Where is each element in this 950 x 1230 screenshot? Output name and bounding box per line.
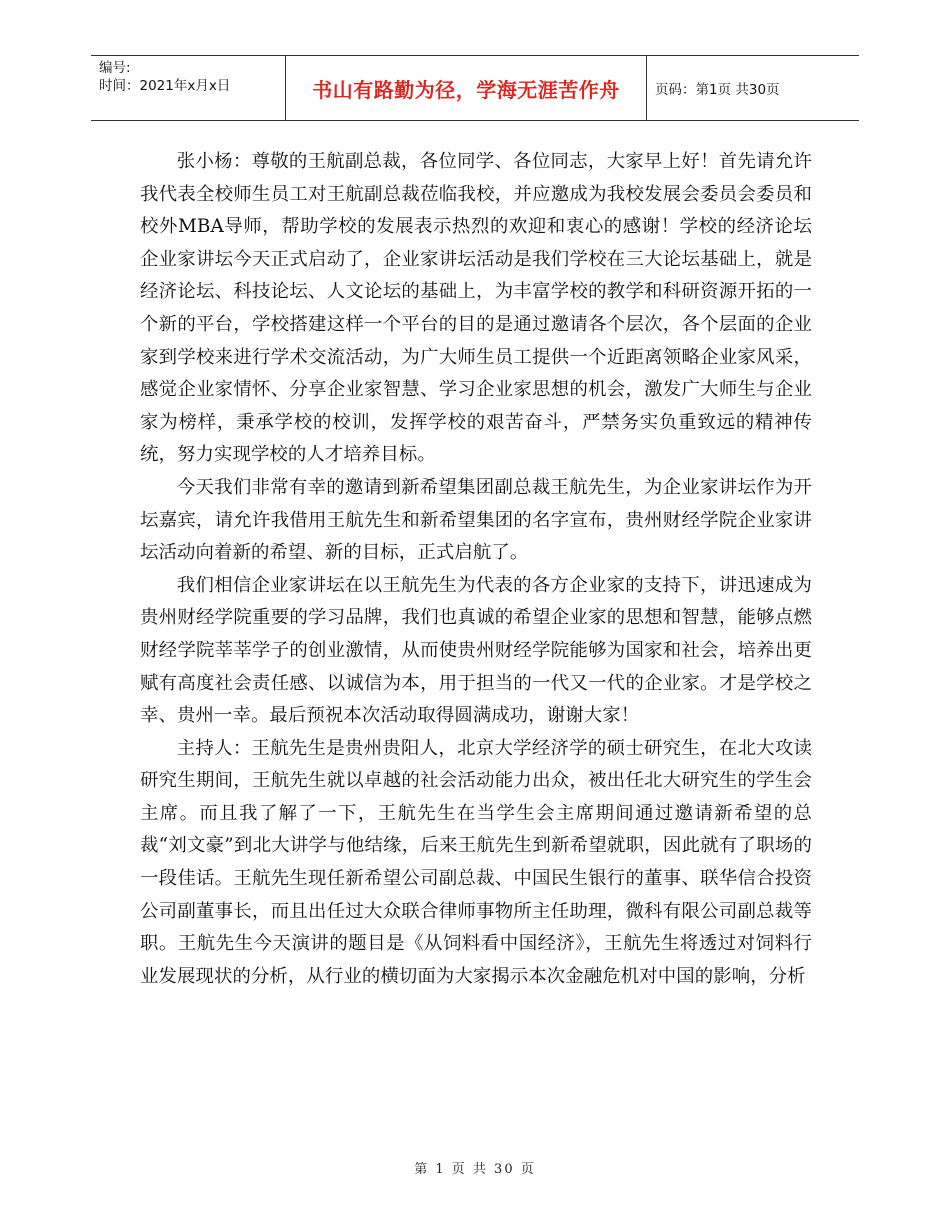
number-label: 编号: xyxy=(99,60,131,76)
page-header xyxy=(91,55,859,121)
document-body xyxy=(140,146,812,993)
time-label: 时间：2021年x月x日 xyxy=(99,78,231,94)
header-meta xyxy=(91,56,285,120)
paragraph-2: 今天我们非常有幸的邀请到新希望集团副总裁王航先生，为企业家讲坛作为开坛嘉宾，请允许我借用王航先生和新希望集团的名字宣布，贵州财经学院企业家讲坛活动向着新的希望、新的目标，正式启航了。 xyxy=(140,476,812,564)
page-footer: 第 1 页 共 30 页 xyxy=(414,1162,536,1177)
paragraph-3: 我们相信企业家讲坛在以王航先生为代表的各方企业家的支持下，讲迅速成为贵州财经学院重要的学习品牌，我们也真诚的希望企业家的思想和智慧，能够点燃财经学院莘莘学子的创业激情，从而使贵州财经学院能够为国家和社会，培养出更赋有高度社会责任感、以诚信为本，用于担当的一代又一代的企业家。才是学校之幸、贵州一幸。最后预祝本次活动取得圆满成功，谢谢大家！ xyxy=(140,574,812,727)
header-page-info: 页码：第1页 共30页 xyxy=(655,82,780,98)
header-motto: 书山有路勤为径，学海无涯苦作舟 xyxy=(285,56,647,120)
paragraph-1: 张小杨：尊敬的王航副总裁，各位同学、各位同志，大家早上好！首先请允许我代表全校师生员工对王航副总裁莅临我校，并应邀成为我校发展会委员会委员和校外MBA导师，帮助学校的发展表示热烈的欢迎和衷心的感谢！学校的经济论坛企业家讲坛今天正式启动了，企业家讲坛活动是我们学校在三大论坛基础上，就是经济论坛、科技论坛、人文论坛的基础上，为丰富学校的教学和科研资源开拓的一个新的平台，学校搭建这样一个平台的目的是通过邀请各个层次，各个层面的企业家到学校来进行学术交流活动，为广大师生员工提供一个近距离领略企业家风采，感觉企业家情怀、分享企业家智慧、学习企业家思想的机会，激发广大师生与企业家为榜样，秉承学校的校训，发挥学校的艰苦奋斗，严禁务实负重致远的精神传统，努力实现学校的人才培养目标。 xyxy=(140,151,812,466)
paragraph-4: 主持人：王航先生是贵州贵阳人，北京大学经济学的硕士研究生，在北大攻读研究生期间，王航先生就以卓越的社会活动能力出众，被出任北大研究生的学生会主席。而且我了解了一下，王航先生在当学生会主席期间通过邀请新希望的总裁“刘文豪”到北大讲学与他结缘，后来王航先生到新希望就职，因此就有了职场的一段佳话。王航先生现任新希望公司副总裁、中国民生银行的董事、联华信合投资公司副董事长，而且出任过大众联合律师事物所主任助理，微科有限公司副总裁等职。王航先生今天演讲的题目是《从饲料看中国经济》，王航先生将透过对饲料行业发展现状的分析，从行业的横切面为大家揭示本次金融危机对中国的影响，分析 xyxy=(140,737,812,987)
